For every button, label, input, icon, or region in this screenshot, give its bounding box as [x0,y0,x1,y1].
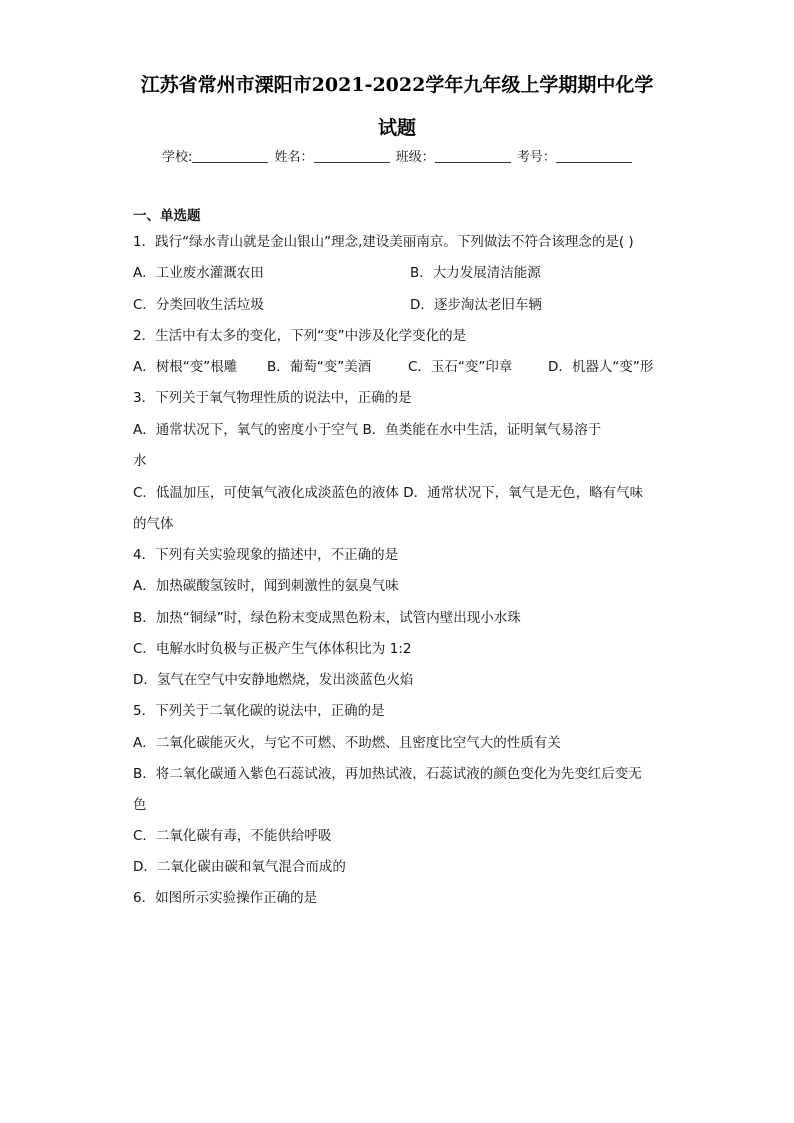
question-1-option-c: C．分类回收生活垃圾 [133,297,264,313]
question-3-line: C．低温加压，可使氧气液化成淡蓝色的液体 D．通常状况下，氧气是无色，略有气味 [133,485,644,501]
question-4-stem: 4．下列有关实验现象的描述中，不正确的是 [133,547,399,563]
question-1-option-d: D．逐步淘汰老旧车辆 [410,297,542,313]
question-2-option-d: D．机器人“变”形 [548,359,654,375]
question-1-option-a: A．工业废水灌溉农田 [133,265,264,281]
school-blank[interactable] [192,148,268,163]
question-4-line: D．氢气在空气中安静地燃烧，发出淡蓝色火焰 [133,672,414,688]
question-4-line: A．加热碳酸氢铵时，闻到刺激性的氨臭气味 [133,578,399,594]
exam-title-line2: 试题 [377,117,416,139]
name-blank[interactable] [314,148,390,163]
question-3-line: 水 [133,453,147,469]
question-1-stem: 1．践行“绿水青山就是金山银山”理念,建设美丽南京。下列做法不符合该理念的是( ) [133,234,634,250]
school-label: 学校: [162,150,193,165]
question-4-line: C．电解水时负极与正极产生气体体积比为 1:2 [133,641,412,657]
question-5-line: C．二氧化碳有毒，不能供给呼吸 [133,828,332,844]
question-5-line: D．二氧化碳由碳和氧气混合而成的 [133,859,346,875]
exam-title-line1: 江苏省常州市溧阳市2021-2022学年九年级上学期期中化学 [140,74,654,96]
student-info-row [162,146,634,165]
question-1-option-b: B．大力发展清洁能源 [410,265,541,281]
section-heading: 一、单选题 [133,208,201,224]
question-4-line: B．加热“铜绿”时，绿色粉末变成黑色粉末，试管内壁出现小水珠 [133,610,521,626]
question-5-line: 色 [133,797,147,813]
question-5-line: A．二氧化碳能灭火，与它不可燃、不助燃、且密度比空气大的性质有关 [133,735,561,751]
question-5-line: B．将二氧化碳通入紫色石蕊试液，再加热试液，石蕊试液的颜色变化为先变红后变无 [133,766,642,782]
name-label: 姓名： [274,150,314,165]
question-6-stem: 6．如图所示实验操作正确的是 [133,890,318,906]
question-3-line: 的气体 [133,516,174,532]
question-3-stem: 3．下列关于氧气物理性质的说法中，正确的是 [133,390,412,406]
question-2-stem: 2．生活中有太多的变化，下列“变”中涉及化学变化的是 [133,328,467,344]
class-label: 班级： [395,150,435,165]
question-2-option-b: B．葡萄“变”美酒 [267,359,372,375]
question-3-line: A．通常状况下，氧气的密度小于空气 B．鱼类能在水中生活，证明氧气易溶于 [133,422,602,438]
exam-number-label: 考号： [516,150,556,165]
exam-number-blank[interactable] [556,148,632,163]
question-2-option-c: C．玉石“变”印章 [408,359,513,375]
class-blank[interactable] [435,148,511,163]
question-5-stem: 5．下列关于二氧化碳的说法中，正确的是 [133,703,385,719]
question-2-option-a: A．树根“变”根雕 [133,359,238,375]
